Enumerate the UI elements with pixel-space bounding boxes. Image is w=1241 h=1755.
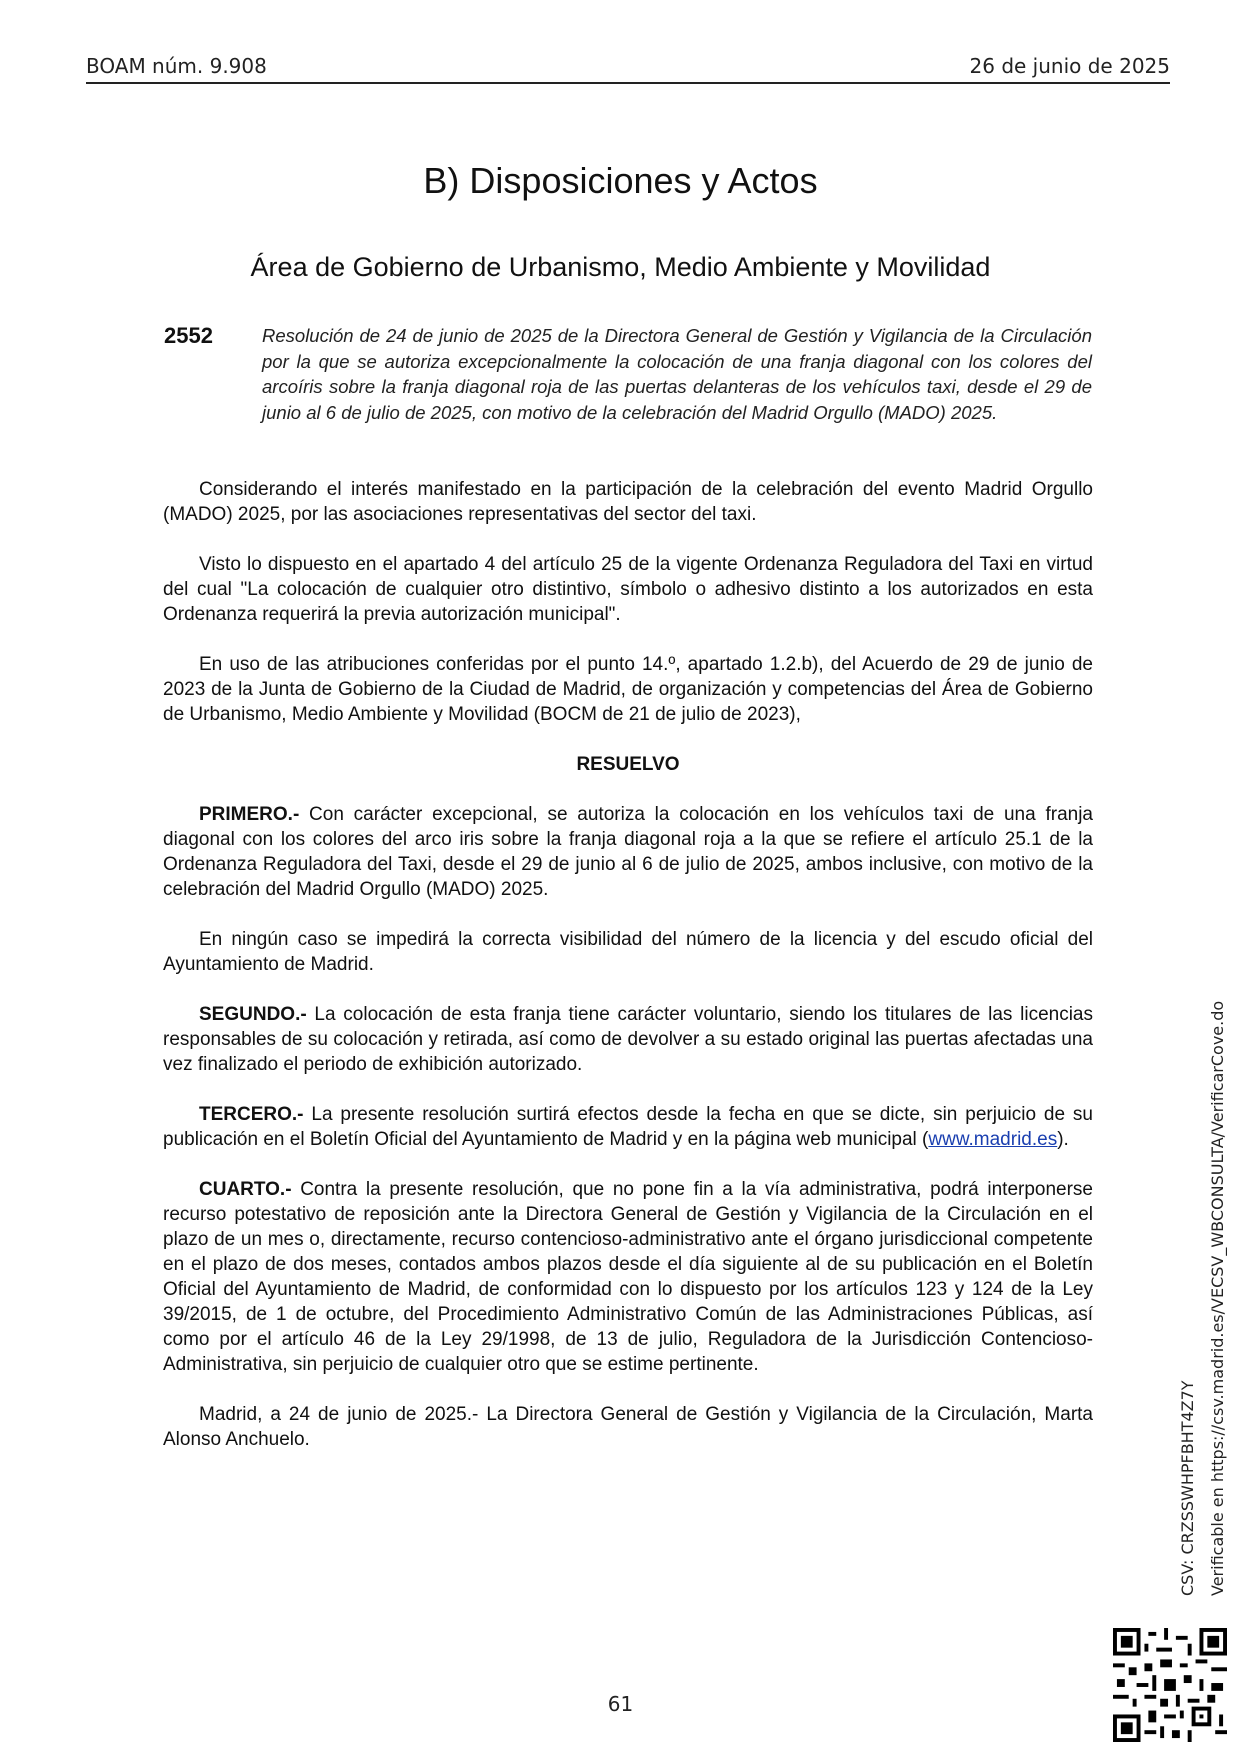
bulletin-date: 26 de junio de 2025 xyxy=(969,54,1170,78)
paragraph-primero xyxy=(163,802,1093,902)
bulletin-number: BOAM núm. 9.908 xyxy=(86,54,267,78)
cuarto-text: Contra la presente resolución, que no pone fin a la vía administrativa, podrá interponerse recurso potestativo de reposición ante la Directora General de Gestión y Vigilancia de la Circulación en el plazo de un mes o, directamente, recurso contencioso-administrativo ante el órgano jurisdiccional competente en el plazo de dos meses, contados ambos plazos desde el día siguiente al de su publicación en el Boletín Oficial del Ayuntamiento de Madrid, de conformidad con lo dispuesto por los artículos 123 y 124 de la Ley 39/2015, de 1 de octubre, del Procedimiento Administrativo Común de las Administraciones Públicas, así como por el artículo 46 de la Ley 29/1998, de 13 de julio, Reguladora de la Jurisdicción Contencioso-Administrativa, sin perjuicio de cualquier otro que se estime pertinente. xyxy=(163,1179,1093,1375)
paragraph-tercero xyxy=(163,1102,1093,1152)
qr-code-icon xyxy=(1113,1628,1227,1742)
segundo-text: La colocación de esta franja tiene carácter voluntario, siendo los titulares de las licencias responsables de su colocación y retirada, así como de devolver a su estado original las puertas afectadas una vez finalizado el periodo de exhibición autorizado. xyxy=(163,1004,1093,1075)
segundo-label: SEGUNDO.- xyxy=(199,1004,307,1025)
paragraph-firma: Madrid, a 24 de junio de 2025.- La Directora General de Gestión y Vigilancia de la Circulación, Marta Alonso Anchuelo. xyxy=(163,1404,1093,1450)
cuarto-label: CUARTO.- xyxy=(199,1179,292,1200)
paragraph-cuarto xyxy=(163,1177,1093,1377)
madrid-website-link[interactable]: www.madrid.es xyxy=(928,1129,1058,1150)
document-body xyxy=(163,477,1093,1477)
primero-text: Con carácter excepcional, se autoriza la colocación en los vehículos taxi de una franja diagonal con los colores del arco iris sobre la franja diagonal roja a la que se refiere el artículo 25.1 de la Ordenanza Reguladora del Taxi, desde el 29 de junio al 6 de julio de 2025, ambos inclusive, con motivo de la celebración del Madrid Orgullo (MADO) 2025. xyxy=(163,804,1093,900)
area-title: Área de Gobierno de Urbanismo, Medio Ambiente y Movilidad xyxy=(250,252,991,282)
resuelvo-heading: RESUELVO xyxy=(576,754,680,775)
csv-code: CSV: CRZSSWHPFBHT4Z7Y xyxy=(1178,1380,1197,1596)
tercero-end: ). xyxy=(1057,1129,1069,1150)
tercero-text: La presente resolución surtirá efectos desde la fecha en que se dicte, sin perjuicio de su publicación en el Boletín Oficial del Ayuntamiento de Madrid y en la página web municipal ( xyxy=(163,1104,1093,1150)
page-header xyxy=(86,52,1170,84)
tercero-label: TERCERO.- xyxy=(199,1104,304,1125)
section-title: B) Disposiciones y Actos xyxy=(423,160,818,201)
paragraph-visto: Visto lo dispuesto en el apartado 4 del artículo 25 de la vigente Ordenanza Reguladora del Taxi en virtud del cual "La colocación de cualquier otro distintivo, símbolo o adhesivo distinto a los autorizados en esta Ordenanza requerirá la previa autorización municipal". xyxy=(163,554,1093,625)
paragraph-ningun-caso: En ningún caso se impedirá la correcta visibilidad del número de la licencia y del escudo oficial del Ayuntamiento de Madrid. xyxy=(163,929,1093,975)
resolution-number: 2552 xyxy=(164,323,213,348)
resolution-summary: Resolución de 24 de junio de 2025 de la Directora General de Gestión y Vigilancia de la Circulación por la que se autoriza excepcionalmente la colocación de una franja diagonal con los colores del arcoíris sobre la franja diagonal roja de las puertas delanteras de los vehículos taxi, desde el 29 de junio al 6 de julio de 2025, con motivo de la celebración del Madrid Orgullo (MADO) 2025. xyxy=(262,325,1092,423)
primero-label: PRIMERO.- xyxy=(199,804,300,825)
verification-url: Verificable en https://csv.madrid.es/VECSV_WBCONSULTA/VerificarCove.do xyxy=(1208,1000,1227,1596)
page-number: 61 xyxy=(607,1692,634,1716)
paragraph-considerando: Considerando el interés manifestado en la participación de la celebración del evento Madrid Orgullo (MADO) 2025, por las asociaciones representativas del sector del taxi. xyxy=(163,479,1093,525)
paragraph-segundo xyxy=(163,1002,1093,1077)
paragraph-atribuciones: En uso de las atribuciones conferidas por el punto 14.º, apartado 1.2.b), del Acuerdo de 29 de junio de 2023 de la Junta de Gobierno de la Ciudad de Madrid, de organización y competencias del Área de Gobierno de Urbanismo, Medio Ambiente y Movilidad (BOCM de 21 de julio de 2023), xyxy=(163,654,1093,725)
